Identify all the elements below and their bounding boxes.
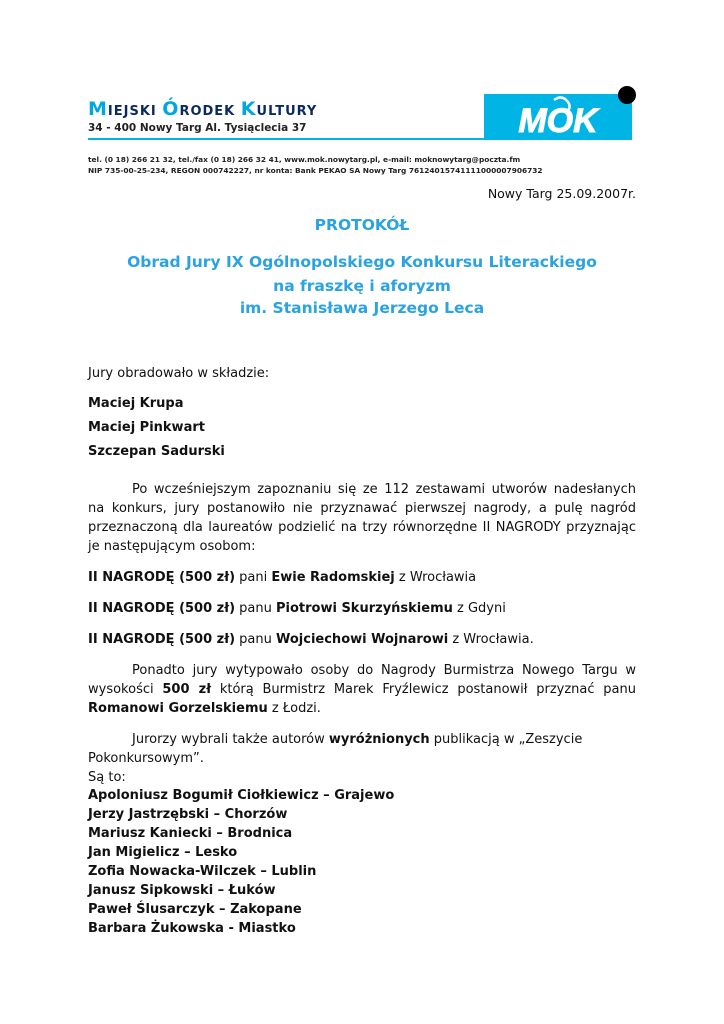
award-line: II NAGRODĘ (500 zł) pani Ewie Radomskiej z Wrocławia (88, 570, 477, 585)
award-line: II NAGRODĘ (500 zł) panu Piotrowi Skurzyńskiemu z Gdyni (88, 601, 506, 616)
list-intro: Są to: (88, 770, 126, 785)
list-item: Barbara Żukowska - Miastko (88, 921, 296, 936)
list-item: Jerzy Jastrzębski – Chorzów (88, 807, 288, 822)
list-item: Jan Migielicz – Lesko (88, 845, 238, 860)
jury-member: Maciej Krupa (88, 396, 184, 411)
organization-address: 34 - 400 Nowy Targ Al. Tysiąclecia 37 (88, 122, 307, 134)
list-item: Zofia Nowacka-Wilczek – Lublin (88, 864, 317, 879)
jury-member: Maciej Pinkwart (88, 420, 205, 435)
distinctions-paragraph: Jurorzy wybrali także autorów wyróżnionych publikacją w „Zeszycie Pokonkursowym”. (88, 732, 583, 766)
document-date: Nowy Targ 25.09.2007r. (487, 186, 636, 201)
contact-line-2: NIP 735-00-25-234, REGON 000742227, nr konta: Bank PEKAO SA Nowy Targ 76124015741111000007906732 (88, 166, 543, 175)
logo-dot-decoration (618, 86, 636, 104)
list-item: Paweł Ślusarczyk – Zakopane (88, 902, 302, 917)
organization-name: MIEJSKI ÓRODEK KULTURY (88, 98, 318, 120)
honorees-list (88, 786, 636, 938)
subtitle-line-3: im. Stanisława Jerzego Leca (239, 299, 485, 317)
decision-paragraph: Po wcześniejszym zapoznaniu się ze 112 zestawami utworów nadesłanych na konkurs, jury postanowiło nie przyznawać pierwszej nagrody, a pulę nagród przeznaczoną dla laureatów podzielić na trzy równorzędne II NAGRODY przyznając je następującym osobom: (88, 482, 636, 554)
subtitle-line-2: na fraszkę i aforyzm (273, 277, 451, 295)
mayor-prize-paragraph: Ponadto jury wytypowało osoby do Nagrody Burmistrza Nowego Targu w wysokości 500 zł którą Burmistrz Marek Fryźlewicz postanowił przyznać panu Romanowi Gorzelskiemu z Łodzi. (88, 663, 636, 716)
contact-line-1: tel. (0 18) 266 21 32, tel./fax (0 18) 266 32 41, www.mok.nowytarg.pl, e-mail: moknowytarg@poczta.fm (88, 155, 521, 164)
subtitle-line-1: Obrad Jury IX Ogólnopolskiego Konkursu Literackiego (127, 253, 597, 271)
document-title: PROTOKÓŁ (314, 216, 410, 234)
list-item: Mariusz Kaniecki – Brodnica (88, 826, 293, 841)
mok-logo (484, 94, 632, 140)
list-item: Apoloniusz Bogumił Ciołkiewicz – Grajewo (88, 788, 395, 803)
award-line: II NAGRODĘ (500 zł) panu Wojciechowi Wojnarowi z Wrocławia. (88, 632, 534, 647)
svg-text:MOK: MOK (518, 102, 598, 140)
list-item: Janusz Sipkowski – Łuków (88, 883, 276, 898)
mok-logo-icon (484, 94, 632, 140)
jury-member: Szczepan Sadurski (88, 444, 225, 459)
jury-intro: Jury obradowało w składzie: (88, 366, 270, 381)
